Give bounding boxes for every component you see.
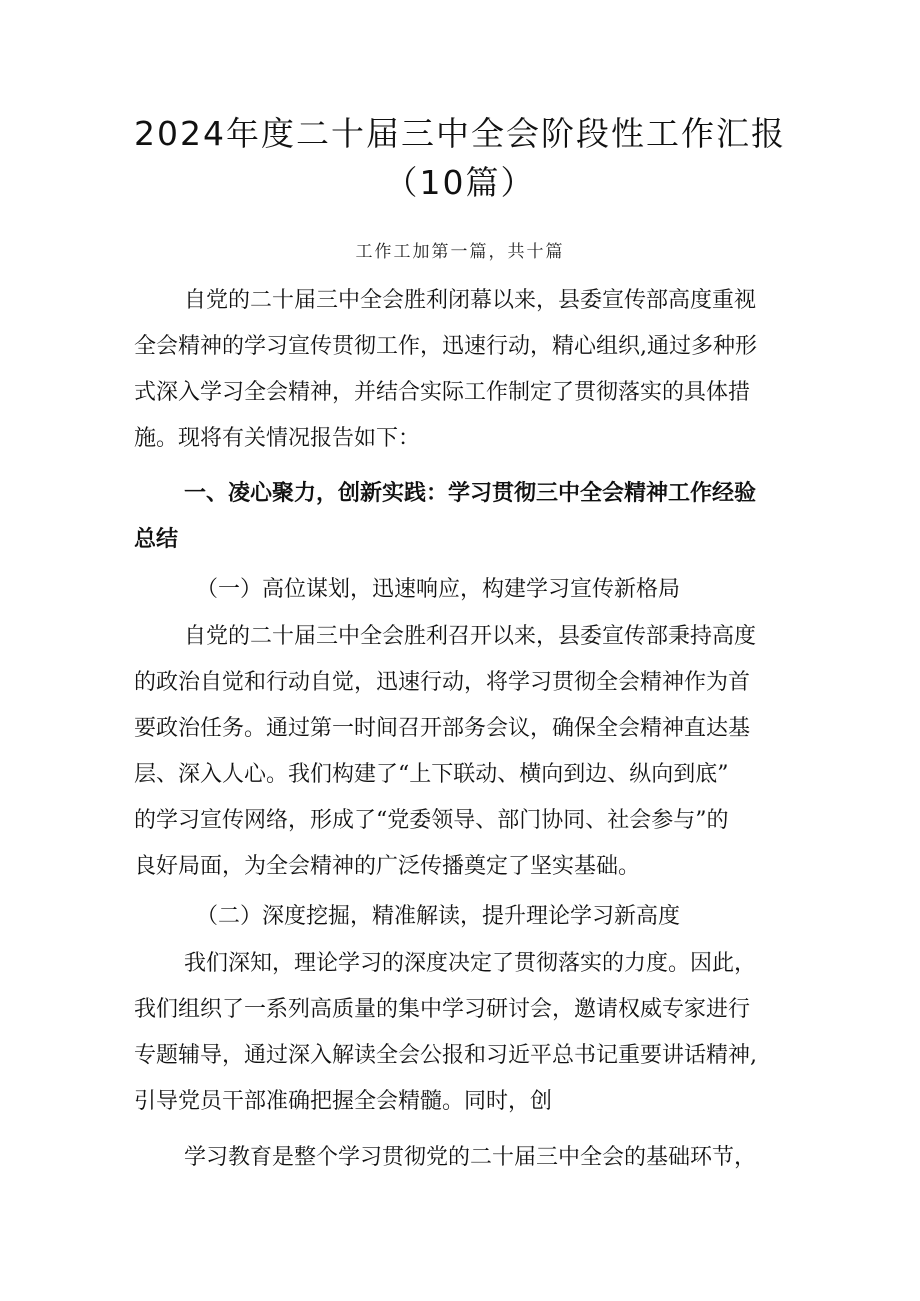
paragraph-line: 要政治任务。通过第一时间召开部务会议，确保全会精神直达基 — [134, 716, 751, 741]
paragraph-line: 层、深入人心。我们构建了“上下联动、横向到边、纵向到底” — [134, 762, 729, 787]
paragraph-line: 式深入学习全会精神，并结合实际工作制定了贯彻落实的具体措 — [134, 380, 751, 405]
section-heading: 一、凌心聚力，创新实践：学习贯彻三中全会精神工作经验 — [184, 481, 757, 506]
paragraph-line: 我们深知，理论学习的深度决定了贯彻落实的力度。因此， — [184, 951, 757, 976]
document-title-line2: （10篇） — [384, 163, 536, 202]
paragraph-line: 专题辅导，通过深入解读全会公报和习近平总书记重要讲话精神, — [134, 1043, 757, 1068]
document-title-line1: 2024年度二十届三中全会阶段性工作汇报 — [134, 114, 786, 153]
section-heading: 总结 — [134, 527, 179, 552]
subsection-heading: （一）高位谋划，迅速响应，构建学习宣传新格局 — [196, 577, 681, 602]
paragraph-line: 我们组织了一系列高质量的集中学习研讨会，邀请权威专家进行 — [134, 997, 751, 1022]
paragraph-line: 的政治自觉和行动自觉，迅速行动，将学习贯彻全会精神作为首 — [134, 670, 751, 695]
paragraph-line: 引导党员干部准确把握全会精髓。同时，创 — [134, 1089, 553, 1114]
subsection-heading: （二）深度挖掘，精准解读，提升理论学习新高度 — [196, 904, 681, 929]
paragraph-line: 自党的二十届三中全会胜利召开以来，县委宣传部秉持高度 — [184, 624, 757, 649]
paragraph-line: 良好局面，为全会精神的广泛传播奠定了坚实基础。 — [134, 854, 641, 879]
paragraph-line: 学习教育是整个学习贯彻党的二十届三中全会的基础环节， — [184, 1145, 757, 1170]
document-subtitle: 工作工加第一篇，共十篇 — [355, 242, 565, 262]
paragraph-line: 自党的二十届三中全会胜利闭幕以来，县委宣传部高度重视 — [184, 288, 757, 313]
paragraph-line: 的学习宣传网络，形成了“党委领导、部门协同、社会参与”的 — [134, 808, 729, 833]
paragraph-line: 全会精神的学习宣传贯彻工作，迅速行动，精心组织,通过多种形 — [134, 334, 757, 359]
paragraph-line: 施。现将有关情况报告如下： — [134, 426, 421, 451]
